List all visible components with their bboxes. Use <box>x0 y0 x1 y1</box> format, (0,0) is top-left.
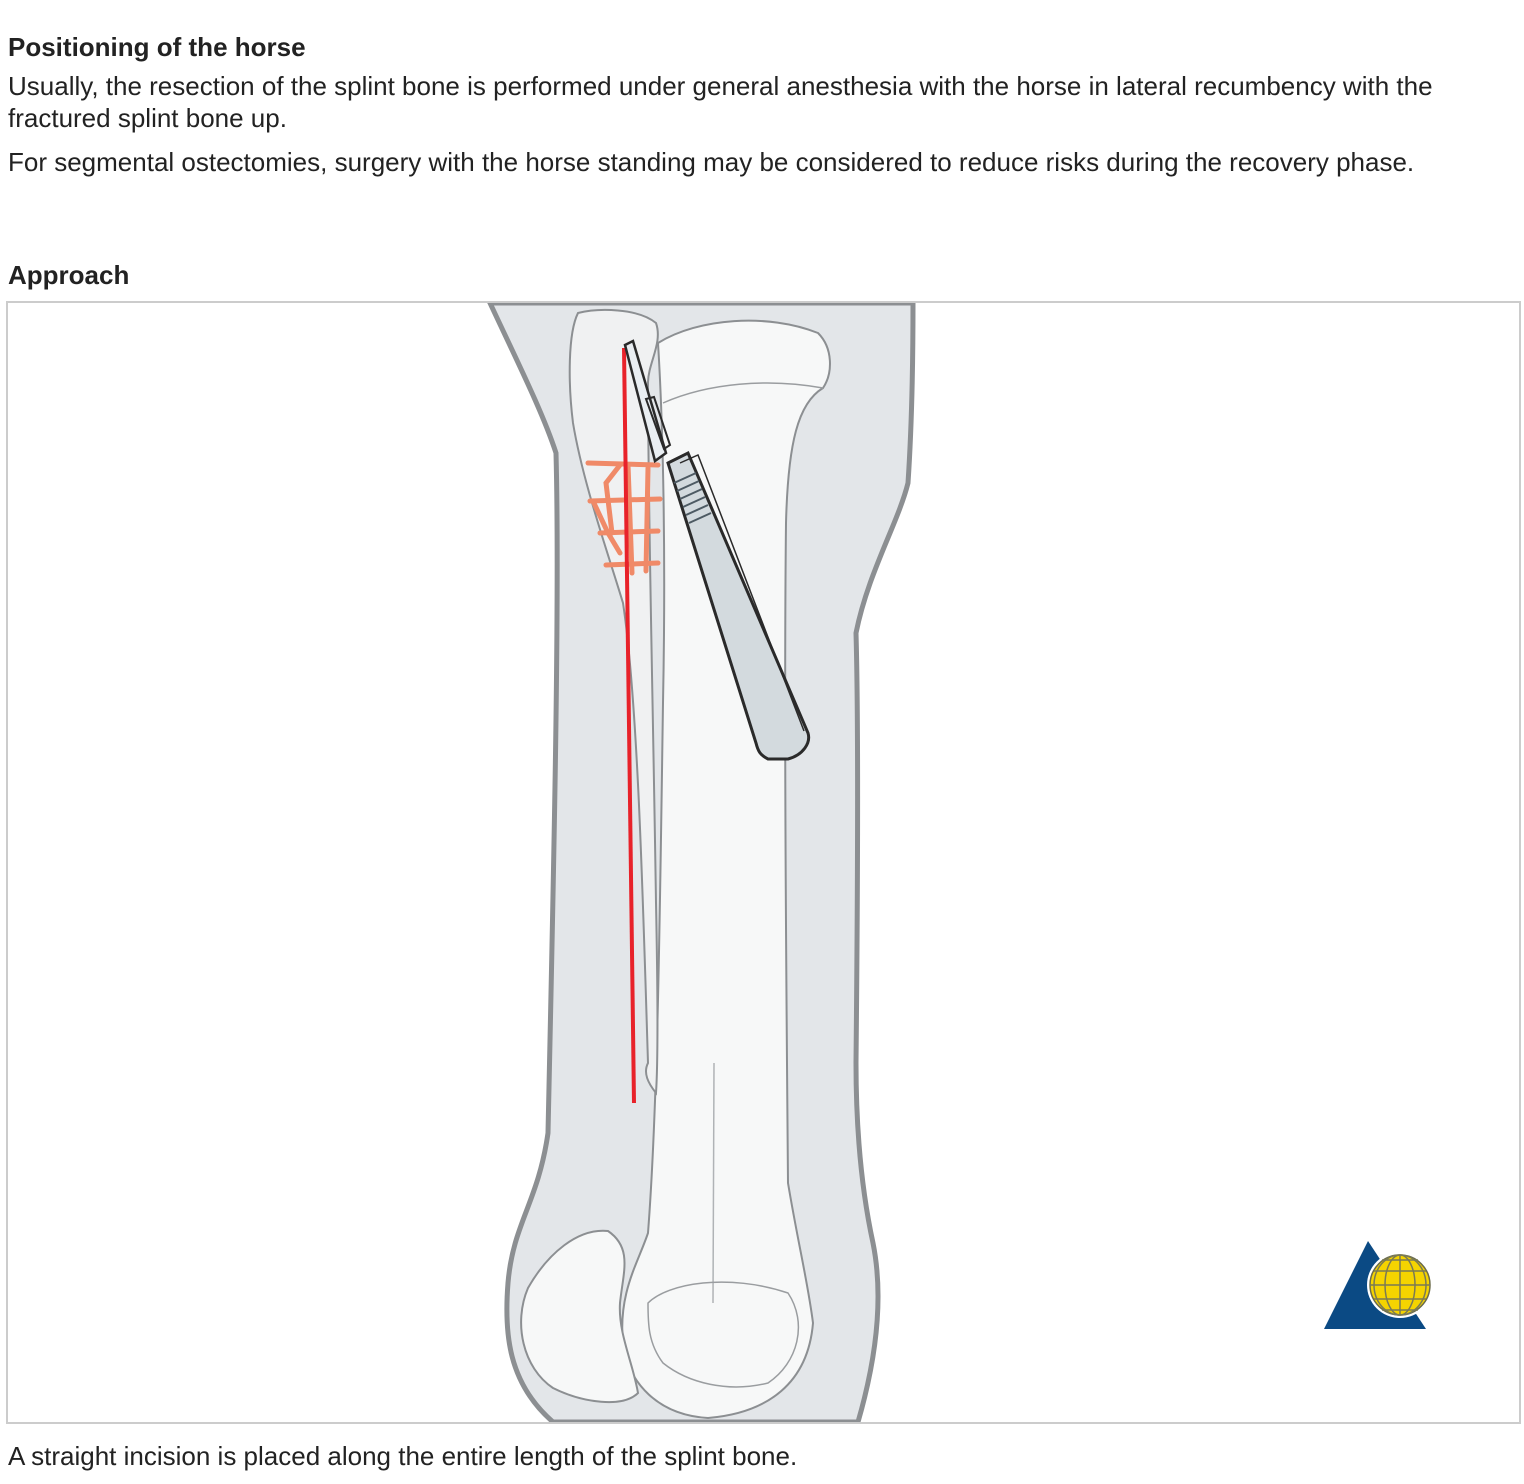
ao-foundation-logo <box>1322 1239 1442 1331</box>
figure-caption: A straight incision is placed along the entire length of the splint bone. <box>8 1441 798 1471</box>
section-heading-approach: Approach <box>8 260 130 290</box>
splint-bone-illustration <box>8 303 1519 1422</box>
section-heading-positioning: Positioning of the horse <box>8 32 306 62</box>
paragraph-general-anesthesia: Usually, the resection of the splint bone is performed under general anesthesia with the horse in lateral recumbency with the fractured splint bone up. <box>8 71 1433 133</box>
approach-figure <box>6 301 1521 1424</box>
paragraph-standing-surgery: For segmental ostectomies, surgery with the horse standing may be considered to reduce risks during the recovery phase. <box>8 147 1415 177</box>
